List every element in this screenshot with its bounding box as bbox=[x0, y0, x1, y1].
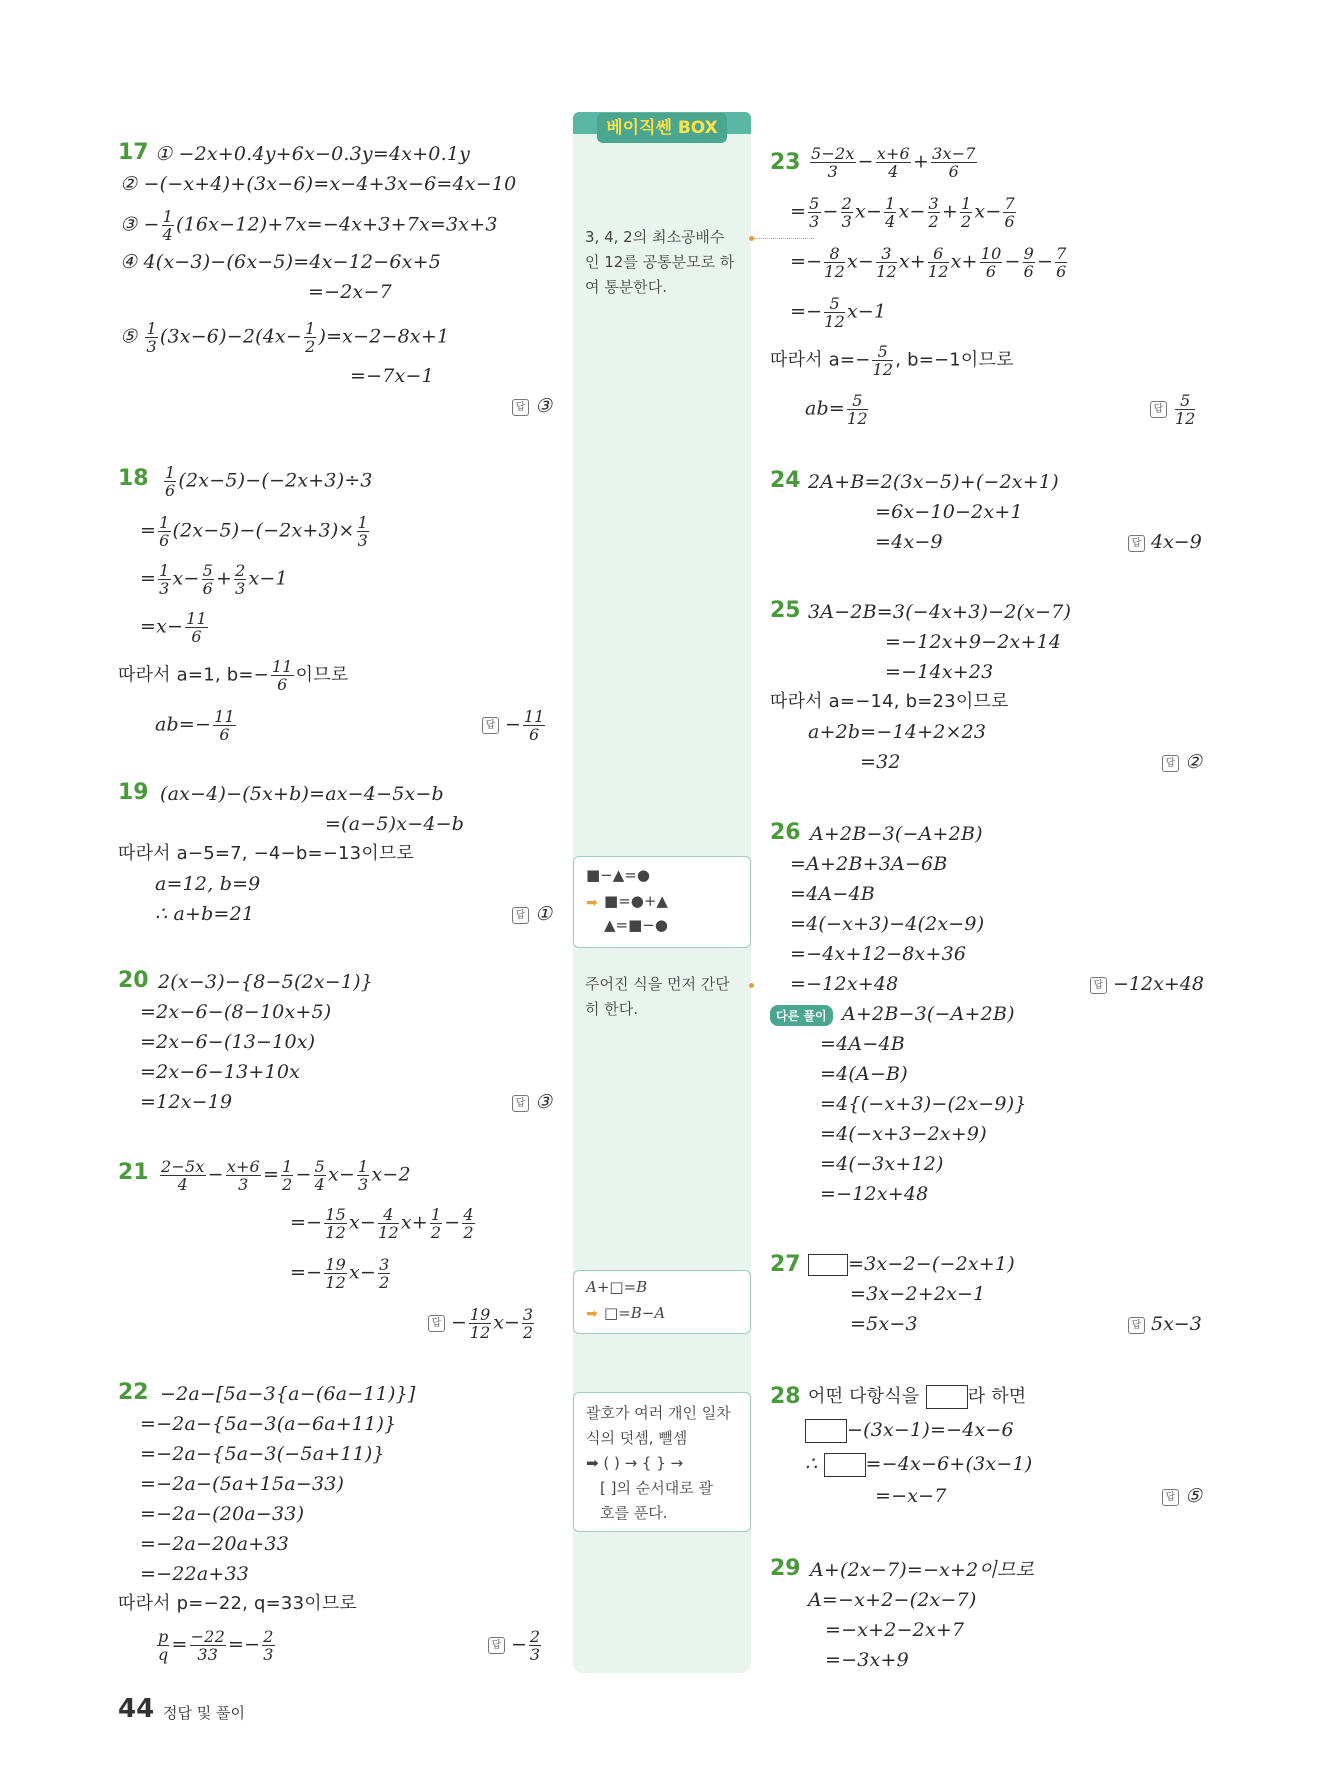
answer: 답 − $\frac{19}{12}$ x− $\frac{3}{2}$ bbox=[428, 1306, 536, 1341]
blank-box bbox=[805, 1419, 847, 1443]
blank-box bbox=[808, 1254, 848, 1276]
connector-dot bbox=[749, 983, 754, 988]
answer: 답 ③ bbox=[512, 1088, 552, 1116]
answer: 답 5x−3 bbox=[1128, 1310, 1202, 1338]
answer: 답 $\frac{5}{12}$ bbox=[1150, 392, 1197, 427]
problem-number: 17 bbox=[118, 140, 149, 165]
alt-solution-badge: 다른 풀이 bbox=[770, 1005, 833, 1026]
sidebar-note-lcm: 3, 4, 2의 최소공배수 인 12를 공통분모로 하 여 통분한다. bbox=[585, 228, 735, 296]
page-number: 44 bbox=[118, 1694, 155, 1724]
arrow-icon: ➡ bbox=[586, 1306, 598, 1322]
answer: 답 − $\frac{2}{3}$ bbox=[488, 1628, 543, 1663]
shape-eq-1: ■−▲=● bbox=[586, 866, 650, 884]
blank-box bbox=[926, 1385, 968, 1409]
answer: 답 4x−9 bbox=[1128, 528, 1202, 556]
answer: 답 ① bbox=[512, 900, 552, 928]
shape-eq-3: ▲=■−● bbox=[604, 916, 668, 934]
connector-line bbox=[754, 238, 814, 239]
blank-box bbox=[824, 1453, 866, 1477]
answer: 답 ③ bbox=[512, 392, 552, 420]
answer: 답 ② bbox=[1162, 748, 1202, 776]
sidebar-note-box-eq: A+□=B □=B−A ➡ bbox=[573, 1270, 751, 1334]
sidebar-note-brackets: 괄호가 여러 개인 일차 식의 덧셈, 뺄셈 ➡ ( ) → { } → [ ]의 순서대로 괄 호를 푼다. bbox=[573, 1392, 751, 1532]
sidebar-note-simplify: 주어진 식을 먼저 간단 히 한다. bbox=[585, 975, 730, 1018]
answer: 답 −12x+48 bbox=[1090, 970, 1204, 998]
answer: 답 ⑤ bbox=[1162, 1482, 1202, 1510]
footer-label: 정답 및 풀이 bbox=[163, 1704, 245, 1722]
answer: 답 − $\frac{11}{6}$ bbox=[482, 708, 547, 743]
sidebar-title: 베이직쎈 BOX bbox=[597, 113, 727, 143]
shape-eq-2: ■=●+▲ bbox=[604, 892, 668, 910]
sidebar-note-shapes bbox=[573, 856, 751, 948]
arrow-icon: ➡ bbox=[586, 895, 598, 911]
